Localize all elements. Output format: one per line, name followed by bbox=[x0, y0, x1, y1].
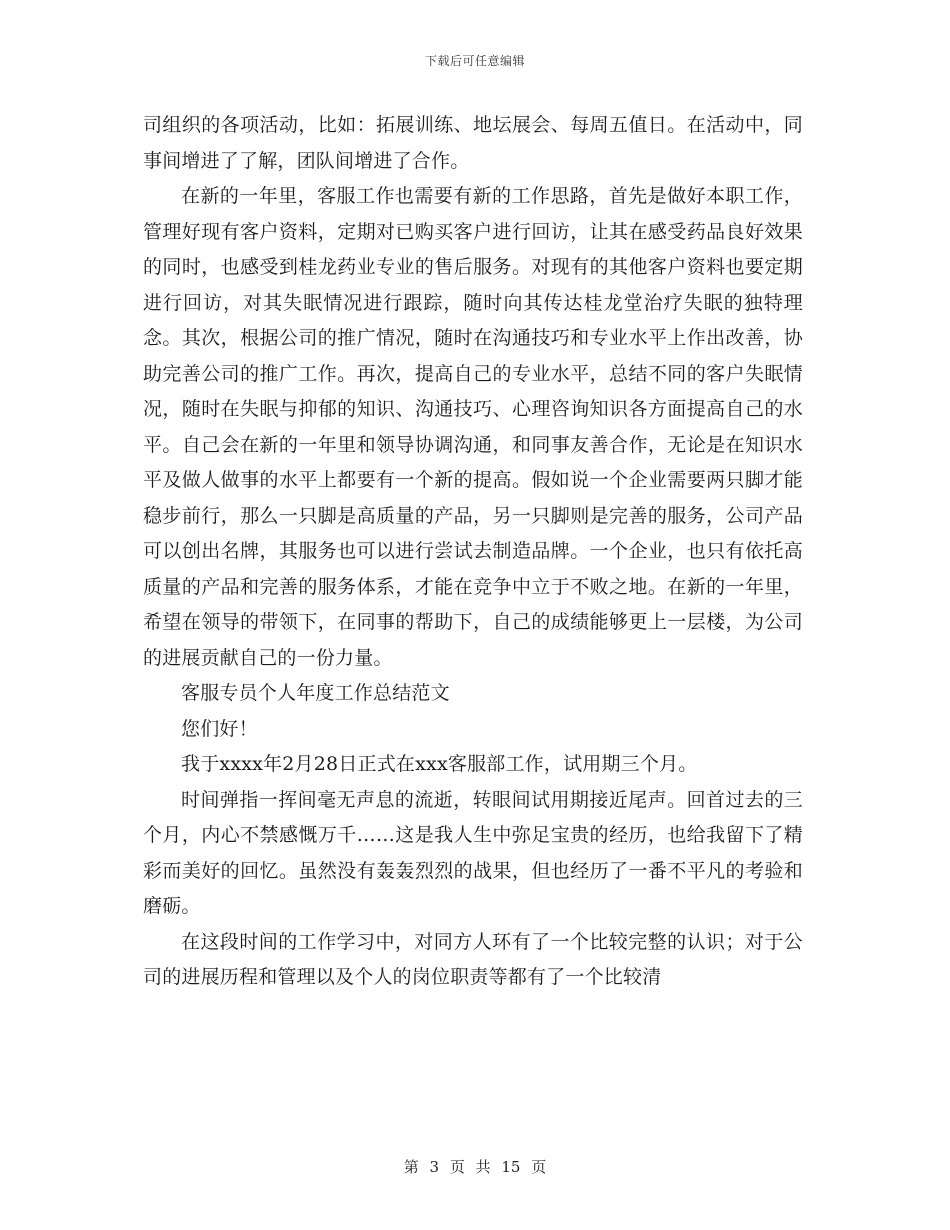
paragraph: 我于xxxx年2月28日正式在xxx客服部工作，试用期三个月。 bbox=[181, 753, 698, 775]
paragraph: 时间弹指一挥间毫无声息的流逝，转眼间试用期接近尾声。回首过去的三个月，内心不禁感慨万千……这是我人生中弥足宝贵的经历，也给我留下了精彩而美好的回忆。虽然没有轰轰烈烈的战果，但也经历了一番不平凡的考验和磨砺。 bbox=[143, 788, 803, 917]
paragraph: 司组织的各项活动，比如：拓展训练、地坛展会、每周五值日。在活动中，同事间增进了了解，团队间增进了合作。 bbox=[143, 114, 803, 172]
paragraph: 在新的一年里，客服工作也需要有新的工作思路，首先是做好本职工作，管理好现有客户资料，定期对已购买客户进行回访，让其在感受药品良好效果的同时，也感受到桂龙药业专业的售后服务。对现有的其他客户资料也要定期进行回访，对其失眠情况进行跟踪，随时向其传达桂龙堂治疗失眠的独特理念。其次，根据公司的推广情况，随时在沟通技巧和专业水平上作出改善，协助完善公司的推广工作。再次，提高自己的专业水平，总结不同的客户失眠情况，随时在失眠与抑郁的知识、沟通技巧、心理咨询知识各方面提高自己的水平。自己会在新的一年里和领导协调沟通，和同事友善合作，无论是在知识水平及做人做事的水平上都要有一个新的提高。假如说一个企业需要两只脚才能稳步前行，那么一只脚是高质量的产品，另一只脚则是完善的服务，公司产品可以创出名牌，其服务也可以进行尝试去制造品牌。一个企业，也只有依托高质量的产品和完善的服务体系，才能在竞争中立于不败之地。在新的一年里，希望在领导的带领下，在同事的帮助下，自己的成绩能够更上一层楼，为公司的进展贡献自己的一份力量。 bbox=[143, 185, 803, 669]
greeting: 您们好！ bbox=[181, 717, 258, 740]
paragraph: 在这段时间的工作学习中，对同方人环有了一个比较完整的认识；对于公司的进展历程和管理以及个人的岗位职责等都有了一个比较清 bbox=[143, 930, 803, 988]
section-title: 客服专员个人年度工作总结范文 bbox=[181, 682, 450, 704]
body-text bbox=[143, 108, 803, 996]
page-footer: 第 3 页 共 15 页 bbox=[403, 1158, 547, 1176]
page-header: 下载后可任意编辑 bbox=[424, 54, 525, 68]
